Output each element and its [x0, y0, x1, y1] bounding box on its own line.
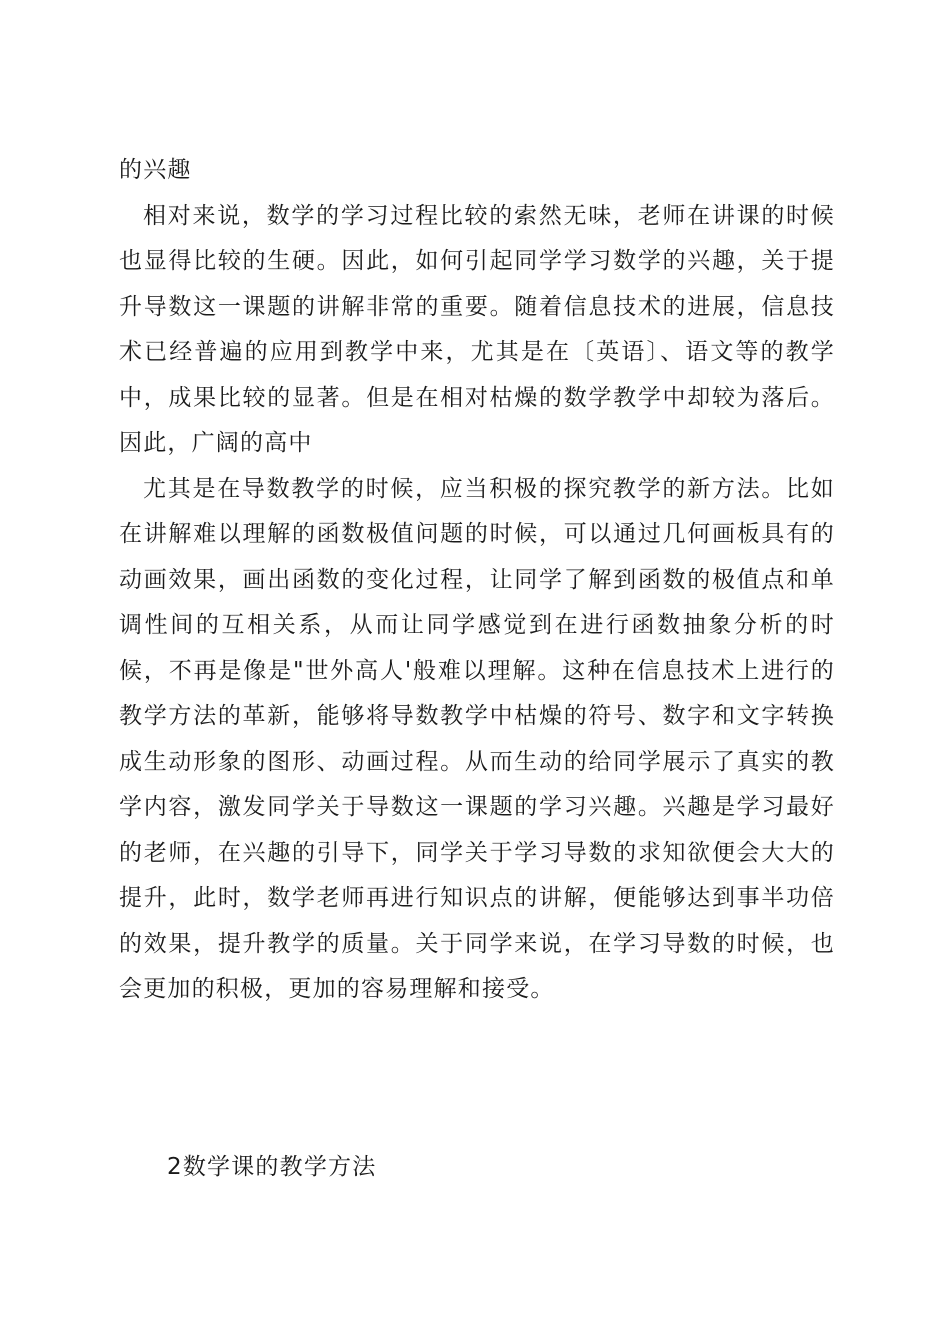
- paragraph-relative: 相对来说，数学的学习过程比较的索然无味，老师在讲课的时候也显得比较的生硬。因此，如何引起同学学习数学的兴趣，关于提升导数这一课题的讲解非常的重要。随着信息技术的进展，信息技术已经普遍的应用到教学中来，尤其是在〔英语〕、语文等的教学中，成果比较的显著。但是在相对枯燥的数学教学中却较为落后。因此，广阔的高中: [119, 202, 835, 456]
- section-heading: 2数学课的教学方法: [167, 1154, 377, 1180]
- paragraph-especially: 尤其是在导数教学的时候，应当积极的探究教学的新方法。比如在讲解难以理解的函数极值问题的时候，可以通过几何画板具有的动画效果，画出函数的变化过程，让同学了解到函数的极值点和单调性间的互相关系，从而让同学感觉到在进行函数抽象分析的时候，不再是像是"世外高人'般难以理解。这种在信息技术上进行的教学方法的革新，能够将导数教学中枯燥的符号、数字和文字转换成生动形象的图形、动画过程。从而生动的给同学展示了真实的教学内容，激发同学关于导数这一课题的学习兴趣。兴趣是学习最好的老师，在兴趣的引导下，同学关于学习导数的求知欲便会大大的提升，此时，数学老师再进行知识点的讲解，便能够达到事半功倍的效果，提升教学的质量。关于同学来说，在学习导数的时候，也会更加的积极，更加的容易理解和接受。: [119, 475, 835, 1002]
- paragraph-interest-tail: 的兴趣: [119, 157, 192, 183]
- document-body: [119, 148, 835, 1013]
